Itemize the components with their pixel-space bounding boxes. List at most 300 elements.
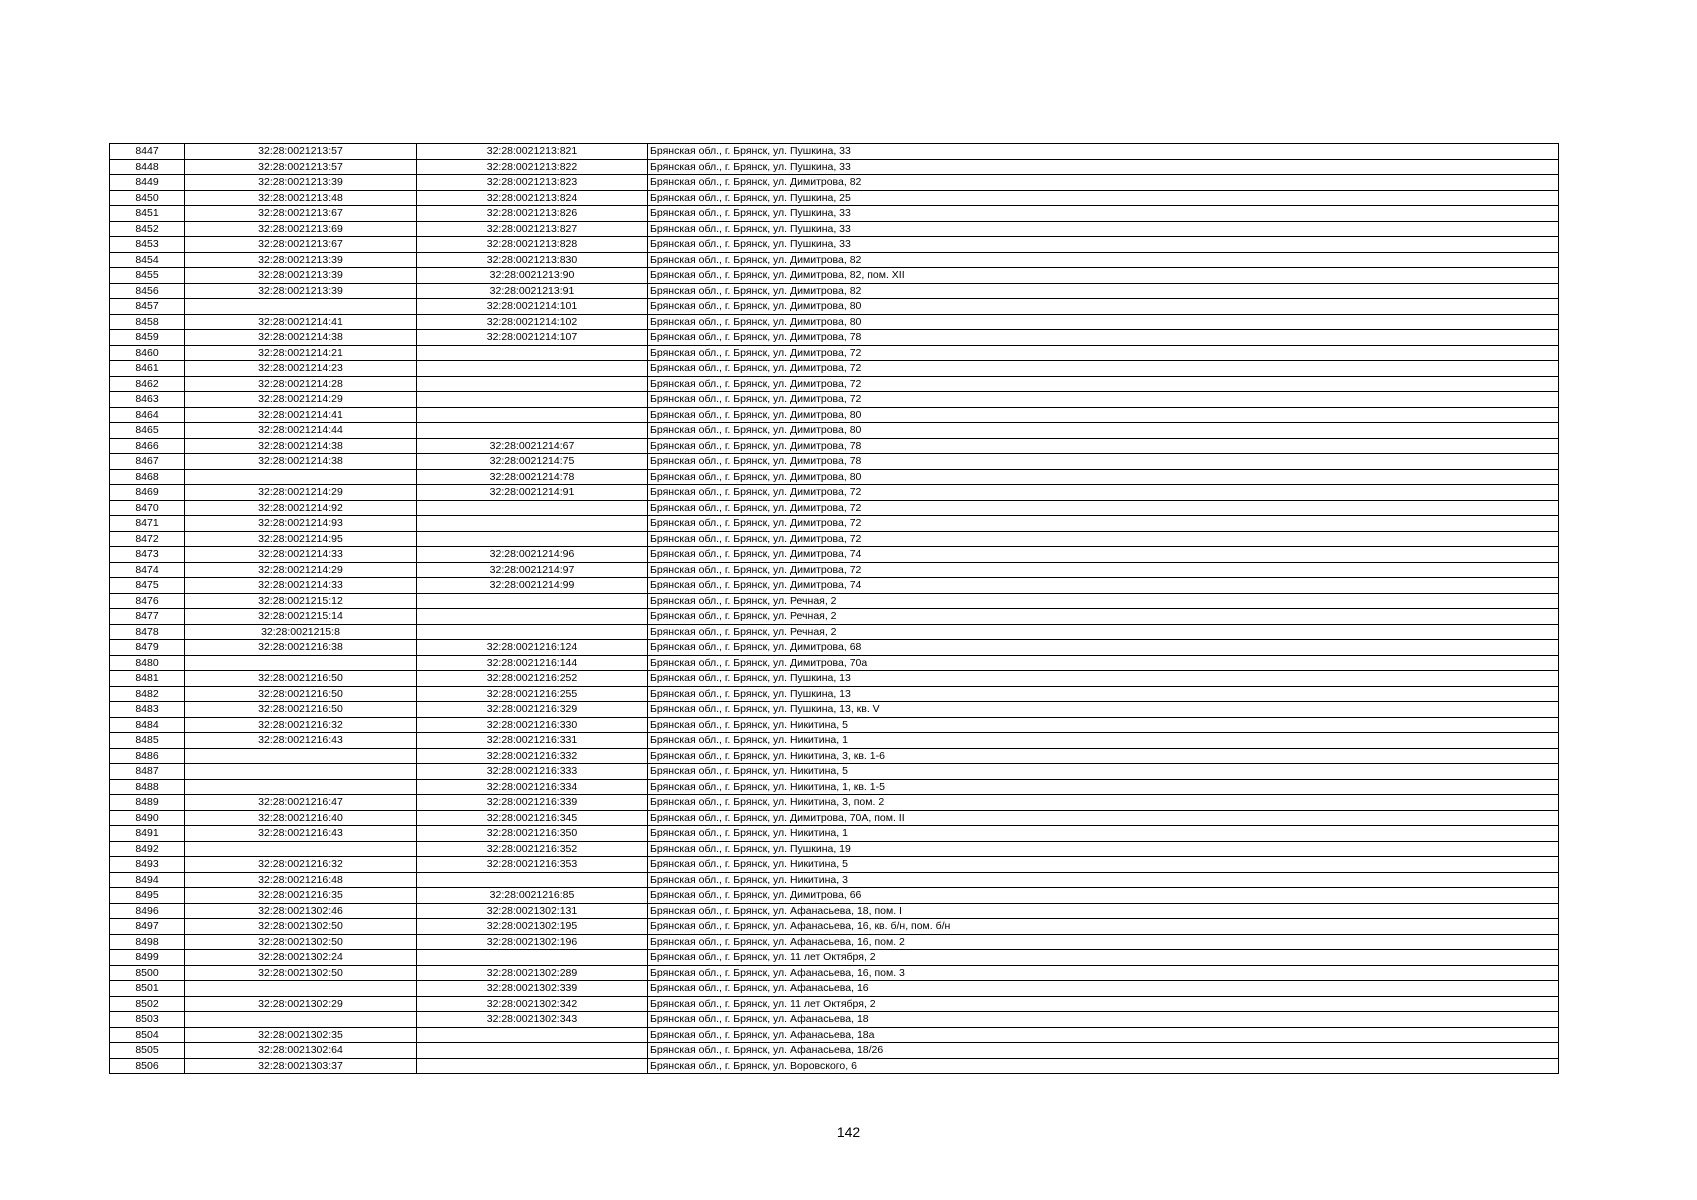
row-number-cell: 8498	[110, 934, 185, 950]
object-number-cell: 32:28:0021302:289	[417, 965, 648, 981]
address-cell: Брянская обл., г. Брянск, ул. Пушкина, 33	[648, 159, 1559, 175]
parcel-number-cell: 32:28:0021214:41	[185, 407, 417, 423]
address-cell: Брянская обл., г. Брянск, ул. Пушкина, 33	[648, 206, 1559, 222]
parcel-number-cell: 32:28:0021216:50	[185, 702, 417, 718]
row-number-cell: 8504	[110, 1027, 185, 1043]
table-row	[110, 206, 1559, 222]
parcel-number-cell: 32:28:0021214:28	[185, 376, 417, 392]
row-number-cell: 8450	[110, 190, 185, 206]
table-row	[110, 423, 1559, 439]
table-row	[110, 888, 1559, 904]
table-row	[110, 717, 1559, 733]
address-cell: Брянская обл., г. Брянск, ул. Димитрова, 82, пом. XII	[648, 268, 1559, 284]
parcel-number-cell: 32:28:0021216:38	[185, 640, 417, 656]
object-number-cell: 32:28:0021302:195	[417, 919, 648, 935]
row-number-cell: 8494	[110, 872, 185, 888]
object-number-cell: 32:28:0021213:830	[417, 252, 648, 268]
row-number-cell: 8472	[110, 531, 185, 547]
row-number-cell: 8478	[110, 624, 185, 640]
row-number-cell: 8467	[110, 454, 185, 470]
table-row	[110, 252, 1559, 268]
row-number-cell: 8469	[110, 485, 185, 501]
table-row	[110, 981, 1559, 997]
object-number-cell: 32:28:0021214:91	[417, 485, 648, 501]
table-row	[110, 1012, 1559, 1028]
parcel-number-cell	[185, 469, 417, 485]
object-number-cell	[417, 950, 648, 966]
parcel-number-cell: 32:28:0021214:23	[185, 361, 417, 377]
table-row	[110, 221, 1559, 237]
table-row	[110, 454, 1559, 470]
address-cell: Брянская обл., г. Брянск, ул. Димитрова, 70а	[648, 655, 1559, 671]
address-cell: Брянская обл., г. Брянск, ул. Димитрова, 80	[648, 299, 1559, 315]
parcel-number-cell: 32:28:0021302:35	[185, 1027, 417, 1043]
object-number-cell	[417, 531, 648, 547]
table-row	[110, 934, 1559, 950]
table-row	[110, 702, 1559, 718]
parcel-number-cell: 32:28:0021303:37	[185, 1058, 417, 1074]
object-number-cell: 32:28:0021213:828	[417, 237, 648, 253]
table-row	[110, 392, 1559, 408]
row-number-cell: 8479	[110, 640, 185, 656]
parcel-number-cell: 32:28:0021214:33	[185, 547, 417, 563]
parcel-number-cell: 32:28:0021302:50	[185, 934, 417, 950]
row-number-cell: 8483	[110, 702, 185, 718]
table-row	[110, 671, 1559, 687]
object-number-cell: 32:28:0021216:333	[417, 764, 648, 780]
table-row	[110, 314, 1559, 330]
table-row	[110, 531, 1559, 547]
object-number-cell	[417, 609, 648, 625]
row-number-cell: 8461	[110, 361, 185, 377]
table-body	[110, 144, 1559, 1074]
table-row	[110, 903, 1559, 919]
address-cell: Брянская обл., г. Брянск, ул. Речная, 2	[648, 609, 1559, 625]
parcel-number-cell	[185, 779, 417, 795]
table-row	[110, 407, 1559, 423]
table-row	[110, 1058, 1559, 1074]
object-number-cell	[417, 1043, 648, 1059]
parcel-number-cell	[185, 1012, 417, 1028]
table-row	[110, 748, 1559, 764]
object-number-cell: 32:28:0021214:107	[417, 330, 648, 346]
parcel-number-cell	[185, 981, 417, 997]
table-row	[110, 872, 1559, 888]
address-cell: Брянская обл., г. Брянск, ул. Димитрова, 70А, пом. II	[648, 810, 1559, 826]
address-cell: Брянская обл., г. Брянск, ул. Пушкина, 33	[648, 237, 1559, 253]
table-row	[110, 624, 1559, 640]
address-cell: Брянская обл., г. Брянск, ул. Пушкина, 33	[648, 221, 1559, 237]
parcel-number-cell: 32:28:0021302:50	[185, 965, 417, 981]
row-number-cell: 8506	[110, 1058, 185, 1074]
object-number-cell: 32:28:0021214:67	[417, 438, 648, 454]
address-cell: Брянская обл., г. Брянск, ул. Пушкина, 33	[648, 144, 1559, 160]
parcel-number-cell: 32:28:0021214:33	[185, 578, 417, 594]
table-row	[110, 593, 1559, 609]
table-row	[110, 562, 1559, 578]
row-number-cell: 8476	[110, 593, 185, 609]
row-number-cell: 8488	[110, 779, 185, 795]
parcel-number-cell: 32:28:0021213:39	[185, 175, 417, 191]
row-number-cell: 8448	[110, 159, 185, 175]
table-row	[110, 857, 1559, 873]
address-cell: Брянская обл., г. Брянск, ул. Димитрова, 80	[648, 469, 1559, 485]
address-cell: Брянская обл., г. Брянск, ул. Димитрова, 78	[648, 330, 1559, 346]
row-number-cell: 8460	[110, 345, 185, 361]
object-number-cell: 32:28:0021213:826	[417, 206, 648, 222]
address-cell: Брянская обл., г. Брянск, ул. Димитрова, 74	[648, 578, 1559, 594]
object-number-cell: 32:28:0021214:99	[417, 578, 648, 594]
object-number-cell	[417, 1027, 648, 1043]
object-number-cell: 32:28:0021213:827	[417, 221, 648, 237]
table-row	[110, 159, 1559, 175]
table-row	[110, 919, 1559, 935]
table-row	[110, 795, 1559, 811]
parcel-number-cell: 32:28:0021214:92	[185, 500, 417, 516]
object-number-cell: 32:28:0021302:339	[417, 981, 648, 997]
table-row	[110, 268, 1559, 284]
row-number-cell: 8456	[110, 283, 185, 299]
address-cell: Брянская обл., г. Брянск, ул. Димитрова, 78	[648, 438, 1559, 454]
address-cell: Брянская обл., г. Брянск, ул. Афанасьева, 16, кв. б/н, пом. б/н	[648, 919, 1559, 935]
row-number-cell: 8477	[110, 609, 185, 625]
object-number-cell: 32:28:0021216:334	[417, 779, 648, 795]
row-number-cell: 8501	[110, 981, 185, 997]
row-number-cell: 8491	[110, 826, 185, 842]
object-number-cell: 32:28:0021213:90	[417, 268, 648, 284]
row-number-cell: 8465	[110, 423, 185, 439]
address-cell: Брянская обл., г. Брянск, ул. Никитина, 1	[648, 826, 1559, 842]
object-number-cell: 32:28:0021213:822	[417, 159, 648, 175]
address-cell: Брянская обл., г. Брянск, ул. Димитрова, 72	[648, 376, 1559, 392]
object-number-cell	[417, 407, 648, 423]
parcel-number-cell: 32:28:0021302:46	[185, 903, 417, 919]
parcel-number-cell: 32:28:0021215:12	[185, 593, 417, 609]
parcel-number-cell: 32:28:0021216:43	[185, 733, 417, 749]
address-cell: Брянская обл., г. Брянск, ул. Афанасьева, 16	[648, 981, 1559, 997]
object-number-cell: 32:28:0021213:823	[417, 175, 648, 191]
row-number-cell: 8490	[110, 810, 185, 826]
row-number-cell: 8452	[110, 221, 185, 237]
parcel-number-cell: 32:28:0021302:64	[185, 1043, 417, 1059]
table-row	[110, 1043, 1559, 1059]
object-number-cell: 32:28:0021213:824	[417, 190, 648, 206]
parcel-number-cell: 32:28:0021214:41	[185, 314, 417, 330]
parcel-number-cell: 32:28:0021213:39	[185, 252, 417, 268]
address-cell: Брянская обл., г. Брянск, ул. Димитрова, 72	[648, 516, 1559, 532]
address-cell: Брянская обл., г. Брянск, ул. Димитрова, 80	[648, 423, 1559, 439]
object-number-cell: 32:28:0021216:352	[417, 841, 648, 857]
parcel-number-cell	[185, 764, 417, 780]
address-cell: Брянская обл., г. Брянск, ул. Димитрова, 66	[648, 888, 1559, 904]
table-row	[110, 779, 1559, 795]
address-cell: Брянская обл., г. Брянск, ул. Никитина, 1	[648, 733, 1559, 749]
table-row	[110, 516, 1559, 532]
address-cell: Брянская обл., г. Брянск, ул. Димитрова, 72	[648, 531, 1559, 547]
address-cell: Брянская обл., г. Брянск, ул. 11 лет Октября, 2	[648, 950, 1559, 966]
object-number-cell: 32:28:0021216:345	[417, 810, 648, 826]
parcel-number-cell: 32:28:0021213:67	[185, 206, 417, 222]
address-cell: Брянская обл., г. Брянск, ул. Афанасьева, 16, пом. 3	[648, 965, 1559, 981]
address-cell: Брянская обл., г. Брянск, ул. Никитина, 1, кв. 1-5	[648, 779, 1559, 795]
address-cell: Брянская обл., г. Брянск, ул. Афанасьева, 18а	[648, 1027, 1559, 1043]
object-number-cell: 32:28:0021216:329	[417, 702, 648, 718]
table-row	[110, 438, 1559, 454]
parcel-number-cell: 32:28:0021215:14	[185, 609, 417, 625]
parcel-number-cell: 32:28:0021214:29	[185, 485, 417, 501]
table-row	[110, 609, 1559, 625]
address-cell: Брянская обл., г. Брянск, ул. Никитина, 5	[648, 857, 1559, 873]
address-cell: Брянская обл., г. Брянск, ул. Пушкина, 19	[648, 841, 1559, 857]
parcel-number-cell: 32:28:0021216:48	[185, 872, 417, 888]
table-row	[110, 469, 1559, 485]
document-sheet	[109, 143, 1558, 1074]
address-cell: Брянская обл., г. Брянск, ул. Димитрова, 72	[648, 562, 1559, 578]
object-number-cell: 32:28:0021216:339	[417, 795, 648, 811]
parcel-number-cell: 32:28:0021302:50	[185, 919, 417, 935]
table-row	[110, 810, 1559, 826]
row-number-cell: 8481	[110, 671, 185, 687]
address-cell: Брянская обл., г. Брянск, ул. Димитрова, 72	[648, 500, 1559, 516]
row-number-cell: 8457	[110, 299, 185, 315]
parcel-number-cell	[185, 299, 417, 315]
parcel-number-cell: 32:28:0021213:39	[185, 283, 417, 299]
row-number-cell: 8473	[110, 547, 185, 563]
object-number-cell: 32:28:0021302:343	[417, 1012, 648, 1028]
table-row	[110, 965, 1559, 981]
address-cell: Брянская обл., г. Брянск, ул. Речная, 2	[648, 624, 1559, 640]
table-row	[110, 485, 1559, 501]
row-number-cell: 8459	[110, 330, 185, 346]
address-cell: Брянская обл., г. Брянск, ул. Афанасьева, 18	[648, 1012, 1559, 1028]
parcel-number-cell: 32:28:0021213:69	[185, 221, 417, 237]
address-cell: Брянская обл., г. Брянск, ул. Афанасьева, 18, пом. I	[648, 903, 1559, 919]
table-row	[110, 826, 1559, 842]
row-number-cell: 8492	[110, 841, 185, 857]
address-cell: Брянская обл., г. Брянск, ул. Афанасьева, 18/26	[648, 1043, 1559, 1059]
parcel-number-cell: 32:28:0021214:38	[185, 438, 417, 454]
address-cell: Брянская обл., г. Брянск, ул. Никитина, 5	[648, 717, 1559, 733]
object-number-cell: 32:28:0021214:75	[417, 454, 648, 470]
parcel-number-cell: 32:28:0021216:50	[185, 686, 417, 702]
parcel-number-cell: 32:28:0021214:29	[185, 392, 417, 408]
table-row	[110, 950, 1559, 966]
row-number-cell: 8474	[110, 562, 185, 578]
row-number-cell: 8495	[110, 888, 185, 904]
row-number-cell: 8480	[110, 655, 185, 671]
address-cell: Брянская обл., г. Брянск, ул. Димитрова, 74	[648, 547, 1559, 563]
object-number-cell	[417, 392, 648, 408]
row-number-cell: 8482	[110, 686, 185, 702]
object-number-cell	[417, 1058, 648, 1074]
row-number-cell: 8499	[110, 950, 185, 966]
row-number-cell: 8489	[110, 795, 185, 811]
address-cell: Брянская обл., г. Брянск, ул. Димитрова, 72	[648, 345, 1559, 361]
object-number-cell	[417, 624, 648, 640]
row-number-cell: 8502	[110, 996, 185, 1012]
table-row	[110, 283, 1559, 299]
table-row	[110, 733, 1559, 749]
object-number-cell	[417, 376, 648, 392]
table-row	[110, 330, 1559, 346]
row-number-cell: 8451	[110, 206, 185, 222]
address-cell: Брянская обл., г. Брянск, ул. Пушкина, 13, кв. V	[648, 702, 1559, 718]
cadastral-table	[109, 143, 1559, 1074]
parcel-number-cell: 32:28:0021214:93	[185, 516, 417, 532]
row-number-cell: 8475	[110, 578, 185, 594]
address-cell: Брянская обл., г. Брянск, ул. Речная, 2	[648, 593, 1559, 609]
object-number-cell	[417, 423, 648, 439]
row-number-cell: 8466	[110, 438, 185, 454]
object-number-cell: 32:28:0021302:131	[417, 903, 648, 919]
row-number-cell: 8484	[110, 717, 185, 733]
object-number-cell	[417, 361, 648, 377]
address-cell: Брянская обл., г. Брянск, ул. Пушкина, 13	[648, 686, 1559, 702]
object-number-cell: 32:28:0021213:821	[417, 144, 648, 160]
parcel-number-cell: 32:28:0021216:32	[185, 857, 417, 873]
parcel-number-cell: 32:28:0021213:57	[185, 159, 417, 175]
object-number-cell: 32:28:0021214:102	[417, 314, 648, 330]
row-number-cell: 8463	[110, 392, 185, 408]
table-row	[110, 237, 1559, 253]
table-row	[110, 175, 1559, 191]
address-cell: Брянская обл., г. Брянск, ул. Димитрова, 72	[648, 392, 1559, 408]
parcel-number-cell	[185, 748, 417, 764]
object-number-cell: 32:28:0021216:350	[417, 826, 648, 842]
object-number-cell: 32:28:0021302:196	[417, 934, 648, 950]
address-cell: Брянская обл., г. Брянск, ул. 11 лет Октября, 2	[648, 996, 1559, 1012]
row-number-cell: 8458	[110, 314, 185, 330]
address-cell: Брянская обл., г. Брянск, ул. Димитрова, 78	[648, 454, 1559, 470]
table-row	[110, 841, 1559, 857]
address-cell: Брянская обл., г. Брянск, ул. Никитина, 5	[648, 764, 1559, 780]
row-number-cell: 8496	[110, 903, 185, 919]
parcel-number-cell: 32:28:0021215:8	[185, 624, 417, 640]
row-number-cell: 8505	[110, 1043, 185, 1059]
row-number-cell: 8468	[110, 469, 185, 485]
object-number-cell	[417, 500, 648, 516]
row-number-cell: 8471	[110, 516, 185, 532]
object-number-cell: 32:28:0021213:91	[417, 283, 648, 299]
object-number-cell: 32:28:0021214:101	[417, 299, 648, 315]
address-cell: Брянская обл., г. Брянск, ул. Димитрова, 68	[648, 640, 1559, 656]
parcel-number-cell: 32:28:0021214:29	[185, 562, 417, 578]
row-number-cell: 8449	[110, 175, 185, 191]
address-cell: Брянская обл., г. Брянск, ул. Димитрова, 82	[648, 175, 1559, 191]
parcel-number-cell: 32:28:0021216:40	[185, 810, 417, 826]
parcel-number-cell: 32:28:0021214:38	[185, 330, 417, 346]
object-number-cell: 32:28:0021216:331	[417, 733, 648, 749]
address-cell: Брянская обл., г. Брянск, ул. Димитрова, 80	[648, 407, 1559, 423]
object-number-cell	[417, 593, 648, 609]
object-number-cell: 32:28:0021214:78	[417, 469, 648, 485]
address-cell: Брянская обл., г. Брянск, ул. Никитина, 3, пом. 2	[648, 795, 1559, 811]
row-number-cell: 8493	[110, 857, 185, 873]
object-number-cell: 32:28:0021216:255	[417, 686, 648, 702]
object-number-cell: 32:28:0021216:330	[417, 717, 648, 733]
row-number-cell: 8503	[110, 1012, 185, 1028]
row-number-cell: 8454	[110, 252, 185, 268]
parcel-number-cell: 32:28:0021302:29	[185, 996, 417, 1012]
table-row	[110, 144, 1559, 160]
address-cell: Брянская обл., г. Брянск, ул. Димитрова, 80	[648, 314, 1559, 330]
address-cell: Брянская обл., г. Брянск, ул. Афанасьева, 16, пом. 2	[648, 934, 1559, 950]
table-row	[110, 500, 1559, 516]
parcel-number-cell: 32:28:0021213:57	[185, 144, 417, 160]
parcel-number-cell: 32:28:0021213:67	[185, 237, 417, 253]
address-cell: Брянская обл., г. Брянск, ул. Димитрова, 72	[648, 361, 1559, 377]
row-number-cell: 8455	[110, 268, 185, 284]
address-cell: Брянская обл., г. Брянск, ул. Воровского, 6	[648, 1058, 1559, 1074]
address-cell: Брянская обл., г. Брянск, ул. Димитрова, 72	[648, 485, 1559, 501]
parcel-number-cell: 32:28:0021216:43	[185, 826, 417, 842]
parcel-number-cell: 32:28:0021214:21	[185, 345, 417, 361]
parcel-number-cell: 32:28:0021216:47	[185, 795, 417, 811]
parcel-number-cell	[185, 655, 417, 671]
row-number-cell: 8462	[110, 376, 185, 392]
table-row	[110, 764, 1559, 780]
row-number-cell: 8470	[110, 500, 185, 516]
address-cell: Брянская обл., г. Брянск, ул. Пушкина, 25	[648, 190, 1559, 206]
page-number: 142	[836, 1124, 861, 1140]
address-cell: Брянская обл., г. Брянск, ул. Никитина, 3	[648, 872, 1559, 888]
table-row	[110, 547, 1559, 563]
object-number-cell: 32:28:0021214:97	[417, 562, 648, 578]
parcel-number-cell: 32:28:0021216:32	[185, 717, 417, 733]
address-cell: Брянская обл., г. Брянск, ул. Димитрова, 82	[648, 283, 1559, 299]
row-number-cell: 8487	[110, 764, 185, 780]
parcel-number-cell: 32:28:0021216:50	[185, 671, 417, 687]
address-cell: Брянская обл., г. Брянск, ул. Никитина, 3, кв. 1-6	[648, 748, 1559, 764]
table-row	[110, 996, 1559, 1012]
table-row	[110, 655, 1559, 671]
parcel-number-cell: 32:28:0021214:44	[185, 423, 417, 439]
table-row	[110, 686, 1559, 702]
object-number-cell: 32:28:0021216:252	[417, 671, 648, 687]
parcel-number-cell	[185, 841, 417, 857]
row-number-cell: 8500	[110, 965, 185, 981]
row-number-cell: 8486	[110, 748, 185, 764]
row-number-cell: 8464	[110, 407, 185, 423]
table-row	[110, 1027, 1559, 1043]
table-row	[110, 376, 1559, 392]
table-row	[110, 640, 1559, 656]
table-row	[110, 299, 1559, 315]
row-number-cell: 8485	[110, 733, 185, 749]
object-number-cell: 32:28:0021302:342	[417, 996, 648, 1012]
object-number-cell: 32:28:0021216:353	[417, 857, 648, 873]
parcel-number-cell: 32:28:0021302:24	[185, 950, 417, 966]
table-row	[110, 578, 1559, 594]
object-number-cell: 32:28:0021216:144	[417, 655, 648, 671]
parcel-number-cell: 32:28:0021213:39	[185, 268, 417, 284]
object-number-cell: 32:28:0021216:85	[417, 888, 648, 904]
table-row	[110, 345, 1559, 361]
object-number-cell	[417, 345, 648, 361]
table-row	[110, 361, 1559, 377]
object-number-cell	[417, 516, 648, 532]
object-number-cell	[417, 872, 648, 888]
parcel-number-cell: 32:28:0021213:48	[185, 190, 417, 206]
object-number-cell: 32:28:0021216:332	[417, 748, 648, 764]
address-cell: Брянская обл., г. Брянск, ул. Димитрова, 82	[648, 252, 1559, 268]
object-number-cell: 32:28:0021216:124	[417, 640, 648, 656]
table-row	[110, 190, 1559, 206]
parcel-number-cell: 32:28:0021216:35	[185, 888, 417, 904]
object-number-cell: 32:28:0021214:96	[417, 547, 648, 563]
parcel-number-cell: 32:28:0021214:95	[185, 531, 417, 547]
row-number-cell: 8497	[110, 919, 185, 935]
